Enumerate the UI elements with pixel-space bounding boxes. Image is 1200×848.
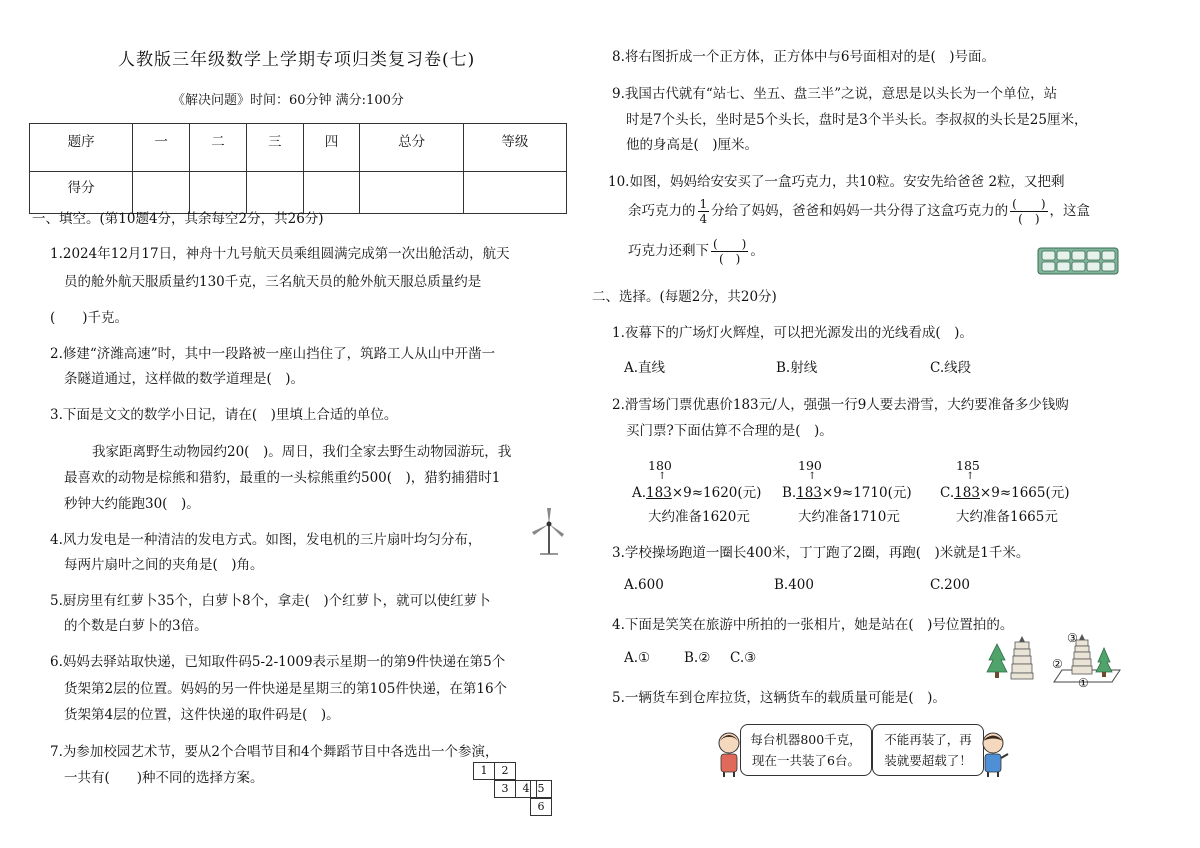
table-cell: 总分 bbox=[360, 124, 463, 172]
question-text: 4.风力发电是一种清洁的发电方式。如图，发电机的三片扇叶均匀分布， bbox=[50, 532, 482, 548]
option-c[interactable]: C.③ bbox=[730, 650, 757, 666]
score-input-cell[interactable] bbox=[360, 172, 463, 214]
question-text: 货架第4层的位置，这件快递的取件码是( )。 bbox=[64, 707, 340, 723]
option-note: 大约准备1620元 bbox=[648, 509, 750, 525]
fraction-numerator: ( ) bbox=[1012, 197, 1046, 211]
score-input-cell[interactable] bbox=[463, 172, 566, 214]
option-c[interactable]: C.200 bbox=[930, 577, 970, 593]
cube-face: 4 bbox=[515, 780, 537, 798]
question-text: ( )千克。 bbox=[50, 310, 129, 326]
chocolate-box-icon bbox=[1036, 244, 1120, 276]
cube-face: 1 bbox=[473, 762, 495, 780]
arrow-up-icon: ↑ bbox=[658, 471, 667, 482]
option-note: 大约准备1665元 bbox=[956, 509, 1058, 525]
wind-turbine-icon bbox=[528, 506, 568, 556]
question-text: 我家距离野生动物园约20( )。周日，我们全家去野生动物园游玩，我 bbox=[92, 444, 512, 460]
question-line bbox=[628, 237, 764, 266]
table-cell: 二 bbox=[190, 124, 247, 172]
question-text: 9.我国古代就有“站七、坐五、盘三半”之说，意思是以头长为一个单位，站 bbox=[612, 86, 1058, 102]
position-mark-3: ③ bbox=[1067, 631, 1078, 645]
question-text: 1.2024年12月17日，神舟十九号航天员乘组圆满完成第一次出舱活动，航天 bbox=[50, 246, 510, 262]
option-a[interactable]: A.① bbox=[624, 650, 651, 666]
fraction-blank[interactable] bbox=[1010, 197, 1047, 226]
question-text: 条隧道通过，这样做的数学道理是( )。 bbox=[64, 371, 305, 387]
question-text: 余巧克力的 bbox=[628, 203, 696, 219]
option-number: 183 bbox=[646, 485, 672, 501]
question-line bbox=[628, 197, 1090, 226]
table-cell: 等级 bbox=[463, 124, 566, 172]
question-text: 6.妈妈去驿站取快递，已知取件码5-2-1009表示星期一的第9件快递在第5个 bbox=[50, 654, 506, 670]
question-text: 分给了妈妈，爸爸和妈妈一共分得了这盒巧克力的 bbox=[711, 203, 1009, 219]
option-number: 183 bbox=[954, 485, 980, 501]
question-text: 每两片扇叶之间的夹角是( )角。 bbox=[64, 557, 264, 573]
cube-face: 5 bbox=[530, 780, 552, 798]
question-text: 的个数是白萝卜的3倍。 bbox=[64, 618, 208, 634]
table-cell: 得分 bbox=[30, 172, 133, 214]
table-cell: 三 bbox=[246, 124, 303, 172]
speech-bubble: 每台机器800千克，现在一共装了6台。 bbox=[740, 724, 872, 776]
question-text: 7.为参加校园艺术节，要从2个合唱节目和4个舞蹈节目中各选出一个参演， bbox=[50, 744, 499, 760]
question-text: 买门票?下面估算不合理的是( )。 bbox=[626, 423, 833, 439]
question-text: 时是7个头长，坐时是5个头长，盘时是3个半头长。李叔叔的头长是25厘米， bbox=[626, 112, 1088, 128]
speech-bubble: 不能再装了，再装就要超载了！ bbox=[872, 724, 984, 776]
option-note: 大约准备1710元 bbox=[798, 509, 900, 525]
fraction-denominator: ( ) bbox=[719, 252, 741, 266]
question-text: ，这盒 bbox=[1049, 203, 1091, 219]
position-mark-2: ② bbox=[1052, 657, 1063, 671]
question-text: 秒钟大约能跑30( )。 bbox=[64, 496, 200, 512]
fraction-denominator: ( ) bbox=[1018, 212, 1040, 226]
fraction bbox=[698, 197, 710, 226]
estimate-value: 185 bbox=[956, 458, 980, 473]
boy-character-icon bbox=[976, 730, 1010, 778]
cube-face: 2 bbox=[494, 762, 516, 780]
question-text: 3.学校操场跑道一圈长400米，丁丁跑了2圈，再跑( )米就是1千米。 bbox=[612, 545, 1030, 561]
question-text: 。 bbox=[750, 243, 764, 259]
cube-face: 3 bbox=[494, 780, 516, 798]
option-b[interactable]: B.② bbox=[684, 650, 711, 666]
photo-pagoda-icon bbox=[985, 636, 1037, 682]
option-c[interactable] bbox=[940, 458, 1070, 525]
question-text: 最喜欢的动物是棕熊和猎豹，最重的一头棕熊重约500( )，猎豹捕猎时1 bbox=[64, 470, 501, 486]
question-text: 5.一辆货车到仓库拉货，这辆货车的载质量可能是( )。 bbox=[612, 690, 946, 706]
question-text: 一共有( )种不同的选择方案。 bbox=[64, 770, 264, 786]
page-subtitle: 《解决问题》时间：60分钟 满分:100分 bbox=[172, 93, 404, 108]
fraction-numerator: ( ) bbox=[713, 237, 747, 251]
question-text: 2.修建“济潍高速”时，其中一段路被一座山挡住了，筑路工人从山中开凿一 bbox=[50, 346, 496, 362]
option-a[interactable] bbox=[632, 458, 761, 525]
estimate-value: 180 bbox=[648, 458, 672, 473]
question-text: 1.夜幕下的广场灯火辉煌，可以把光源发出的光线看成( )。 bbox=[612, 325, 973, 341]
question-text: 巧克力还剩下 bbox=[628, 243, 709, 259]
question-text: 10.如图，妈妈给安安买了一盒巧克力，共10粒。安安先给爸爸 2粒，又把剩 bbox=[608, 174, 1065, 190]
fraction-denominator: 4 bbox=[699, 212, 708, 226]
option-expression: ×9≈1665(元) bbox=[979, 485, 1070, 501]
question-text: 3.下面是文文的数学小日记，请在( )里填上合适的单位。 bbox=[50, 407, 398, 423]
question-text: 他的身高是( )厘米。 bbox=[626, 137, 759, 153]
arrow-up-icon: ↑ bbox=[808, 471, 817, 482]
table-row bbox=[30, 124, 567, 172]
section-heading: 二、选择。(每题2分，共20分) bbox=[592, 289, 777, 305]
question-text: 员的舱外航天服质量约130千克，三名航天员的舱外航天服总质量约是 bbox=[64, 274, 482, 290]
arrow-up-icon: ↑ bbox=[966, 471, 975, 482]
option-c[interactable]: C.线段 bbox=[930, 360, 972, 376]
question-text: 4.下面是笑笑在旅游中所拍的一张相片，她是站在( )号位置拍的。 bbox=[612, 617, 1014, 633]
question-text: 8.将右图折成一个正方体，正方体中与6号面相对的是( )号面。 bbox=[612, 49, 996, 65]
cube-face: 6 bbox=[530, 798, 552, 816]
position-mark-1: ① bbox=[1078, 676, 1089, 690]
option-expression: ×9≈1620(元) bbox=[671, 485, 762, 501]
section-heading: 一、填空。(第10题4分，其余每空2分，共26分) bbox=[32, 211, 324, 227]
option-label: B. bbox=[782, 485, 797, 501]
fraction-blank[interactable] bbox=[711, 237, 748, 266]
question-text: 货架第2层的位置。妈妈的另一件快递是星期三的第105件快递，在第16个 bbox=[64, 681, 508, 697]
option-a[interactable]: A.600 bbox=[624, 577, 664, 593]
option-label: A. bbox=[632, 485, 647, 501]
estimate-value: 190 bbox=[798, 458, 822, 473]
table-cell: 四 bbox=[303, 124, 360, 172]
option-b[interactable] bbox=[782, 458, 912, 525]
table-cell: 一 bbox=[133, 124, 190, 172]
option-number: 183 bbox=[796, 485, 822, 501]
option-a[interactable]: A.直线 bbox=[624, 360, 666, 376]
option-b[interactable]: B.400 bbox=[774, 577, 814, 593]
option-label: C. bbox=[940, 485, 955, 501]
page-title: 人教版三年级数学上学期专项归类复习卷(七) bbox=[118, 50, 476, 70]
fraction-numerator: 1 bbox=[699, 197, 708, 211]
question-text: 5.厨房里有红萝卜35个，白萝卜8个，拿走( )个红萝卜，就可以使红萝卜 bbox=[50, 593, 491, 609]
question-text: 2.滑雪场门票优惠价183元/人，强强一行9人要去滑雪，大约要准备多少钱购 bbox=[612, 397, 1069, 413]
option-b[interactable]: B.射线 bbox=[776, 360, 818, 376]
table-cell: 题序 bbox=[30, 124, 133, 172]
option-expression: ×9≈1710(元) bbox=[822, 485, 912, 501]
score-table bbox=[29, 123, 567, 214]
